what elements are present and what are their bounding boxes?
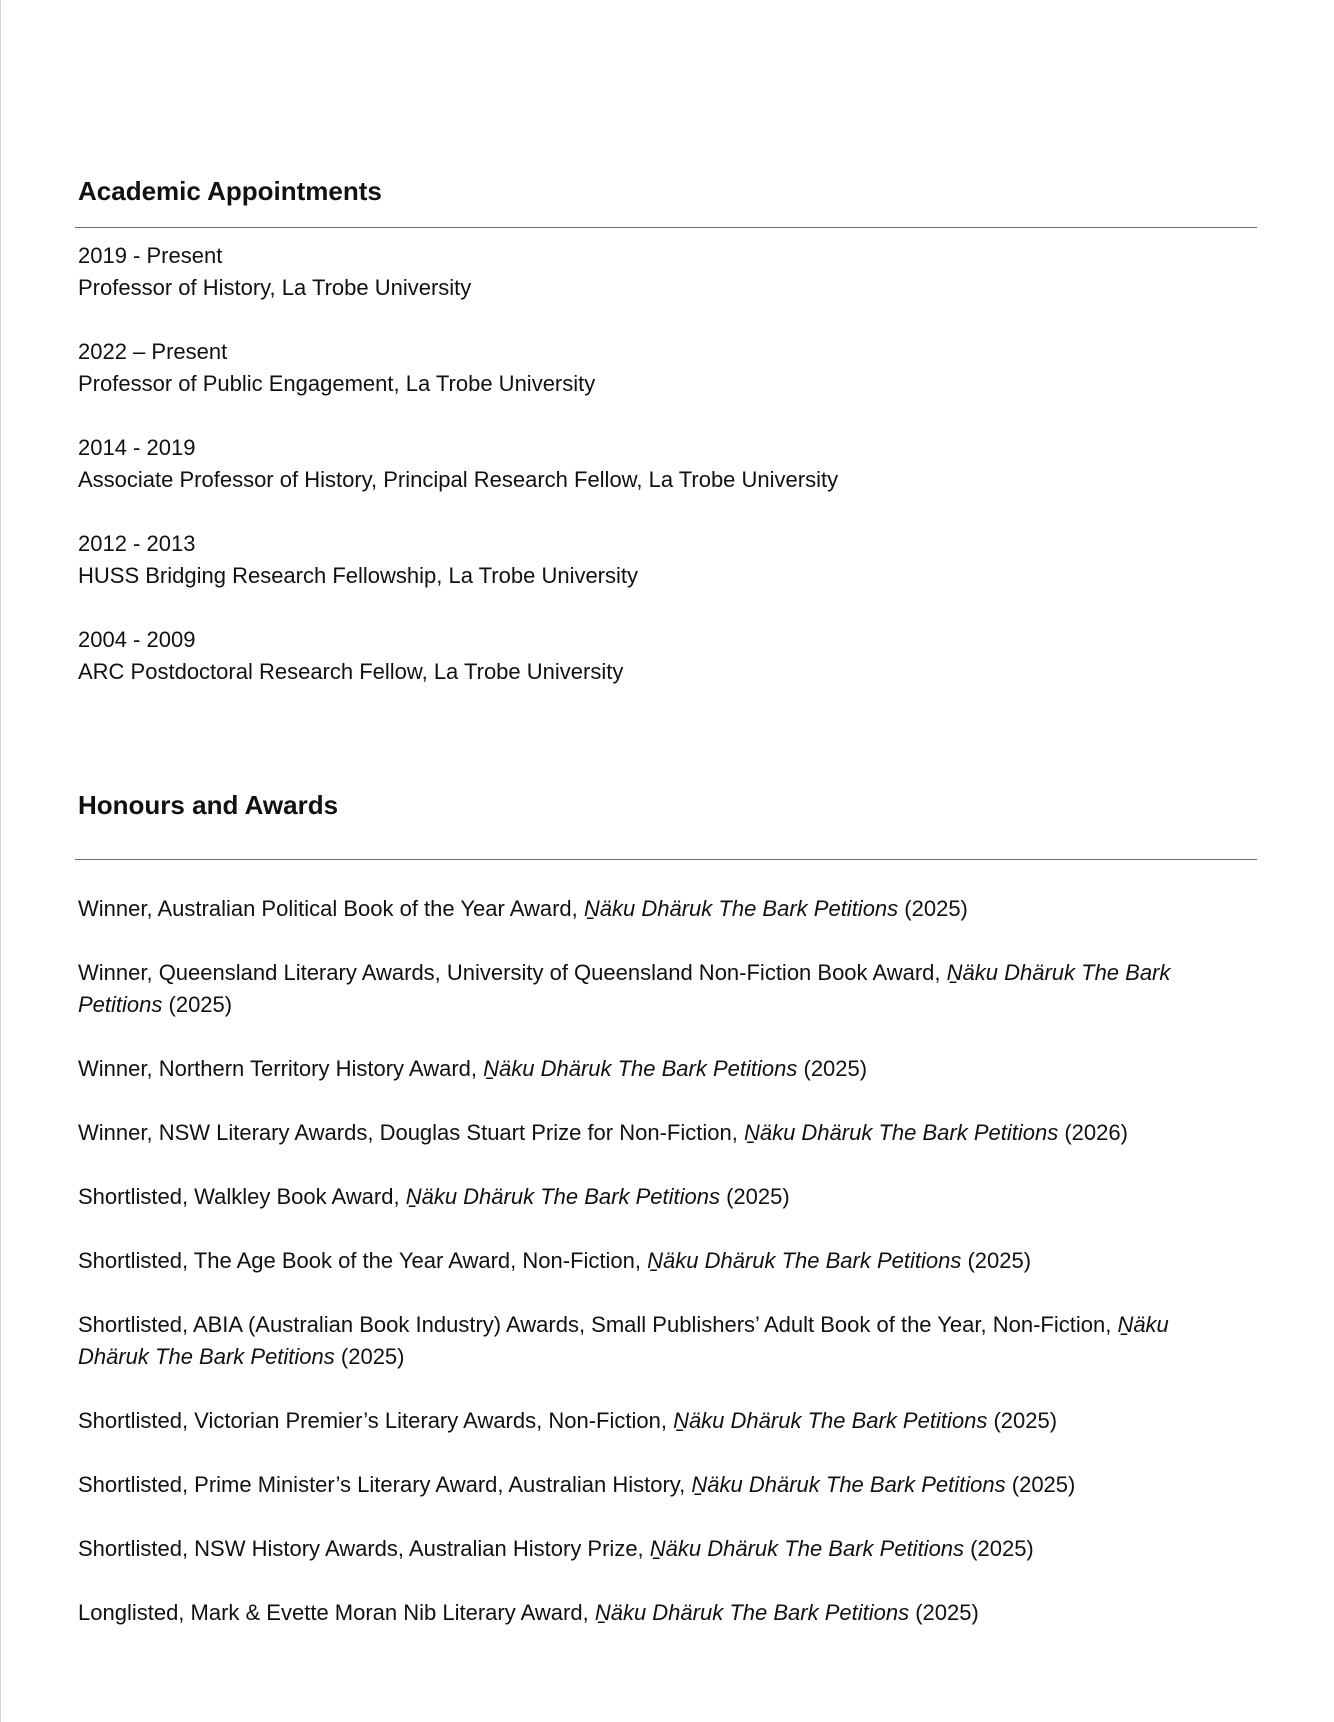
award-year: (2025) [334,1344,405,1369]
award-year: (2025) [1005,1472,1076,1497]
award-entry [78,1117,1238,1149]
award-description: Shortlisted, ABIA (Australian Book Industry) Awards, Small Publishers’ Adult Book of the Year, Non-Fiction, [78,1312,1118,1337]
appointment-role: ARC Postdoctoral Research Fellow, La Trobe University [78,659,624,684]
appointment-period: 2014 - 2019 [78,435,196,460]
award-entry [78,957,1238,1021]
appointments-heading: Academic Appointments [78,176,382,206]
appointments-list [78,240,1258,720]
award-description: Winner, Northern Territory History Award, [78,1056,484,1081]
award-year: (2025) [898,896,968,921]
award-year: (2025) [719,1184,790,1209]
award-description: Shortlisted, NSW History Awards, Australian History Prize, [78,1536,650,1561]
book-title: Ṉäku Dhäruk The Bark Petitions [78,960,1171,1017]
award-entry [78,1405,1238,1437]
appointment-role: Professor of History, La Trobe University [78,275,472,300]
award-entry [78,1309,1238,1373]
award-entry [78,1597,1238,1629]
award-entry [78,1181,1238,1213]
awards-list [78,893,1238,1661]
award-description: Shortlisted, The Age Book of the Year Award, Non-Fiction, [78,1248,648,1273]
award-year: (2025) [162,992,233,1017]
award-description: Longlisted, Mark & Evette Moran Nib Literary Award, [78,1600,595,1625]
award-year: (2025) [987,1408,1058,1433]
appointment-role: Professor of Public Engagement, La Trobe University [78,371,596,396]
award-description: Winner, NSW Literary Awards, Douglas Stuart Prize for Non-Fiction, [78,1120,744,1145]
awards-heading: Honours and Awards [78,790,339,820]
book-title: Ṉäku Dhäruk The Bark Petitions [405,1184,720,1209]
book-title: Ṉäku Dhäruk The Bark Petitions [673,1408,988,1433]
appointment-role: Associate Professor of History, Principal Research Fellow, La Trobe University [78,467,839,492]
book-title: Ṉäku Dhäruk The Bark Petitions [649,1536,965,1561]
award-entry [78,1053,1238,1085]
award-description: Shortlisted, Walkley Book Award, [78,1184,406,1209]
book-title: Ṉäku Dhäruk The Bark Petitions [78,1312,1169,1369]
appointment-entry [78,528,1258,592]
book-title: Ṉäku Dhäruk The Bark Petitions [743,1120,1059,1145]
award-year: (2025) [964,1536,1034,1561]
appointments-divider [75,227,1257,228]
appointment-entry [78,336,1258,400]
book-title: Ṉäku Dhäruk The Bark Petitions [647,1248,962,1273]
appointment-period: 2019 - Present [78,243,223,268]
award-entry [78,1245,1238,1277]
award-year: (2025) [961,1248,1032,1273]
book-title: Ṉäku Dhäruk The Bark Petitions [594,1600,910,1625]
award-description: Winner, Australian Political Book of the Year Award, [78,896,584,921]
appointment-entry [78,432,1258,496]
appointment-entry [78,240,1258,304]
award-description: Shortlisted, Victorian Premier’s Literary Awards, Non-Fiction, [78,1408,674,1433]
book-title: Ṉäku Dhäruk The Bark Petitions [691,1472,1006,1497]
award-entry [78,1469,1238,1501]
award-description: Shortlisted, Prime Minister’s Literary Award, Australian History, [78,1472,692,1497]
appointment-entry [78,624,1258,688]
award-description: Winner, Queensland Literary Awards, University of Queensland Non-Fiction Book Award, [78,960,947,985]
appointment-period: 2022 – Present [78,339,228,364]
book-title: Ṉäku Dhäruk The Bark Petitions [583,896,899,921]
page-edge [0,0,1,1722]
award-year: (2026) [1058,1120,1128,1145]
appointment-period: 2012 - 2013 [78,531,196,556]
award-year: (2025) [797,1056,868,1081]
appointment-role: HUSS Bridging Research Fellowship, La Trobe University [78,563,639,588]
award-year: (2025) [909,1600,979,1625]
appointment-period: 2004 - 2009 [78,627,196,652]
book-title: Ṉäku Dhäruk The Bark Petitions [483,1056,798,1081]
award-entry [78,1533,1238,1565]
awards-divider [75,859,1257,860]
award-entry [78,893,1238,925]
